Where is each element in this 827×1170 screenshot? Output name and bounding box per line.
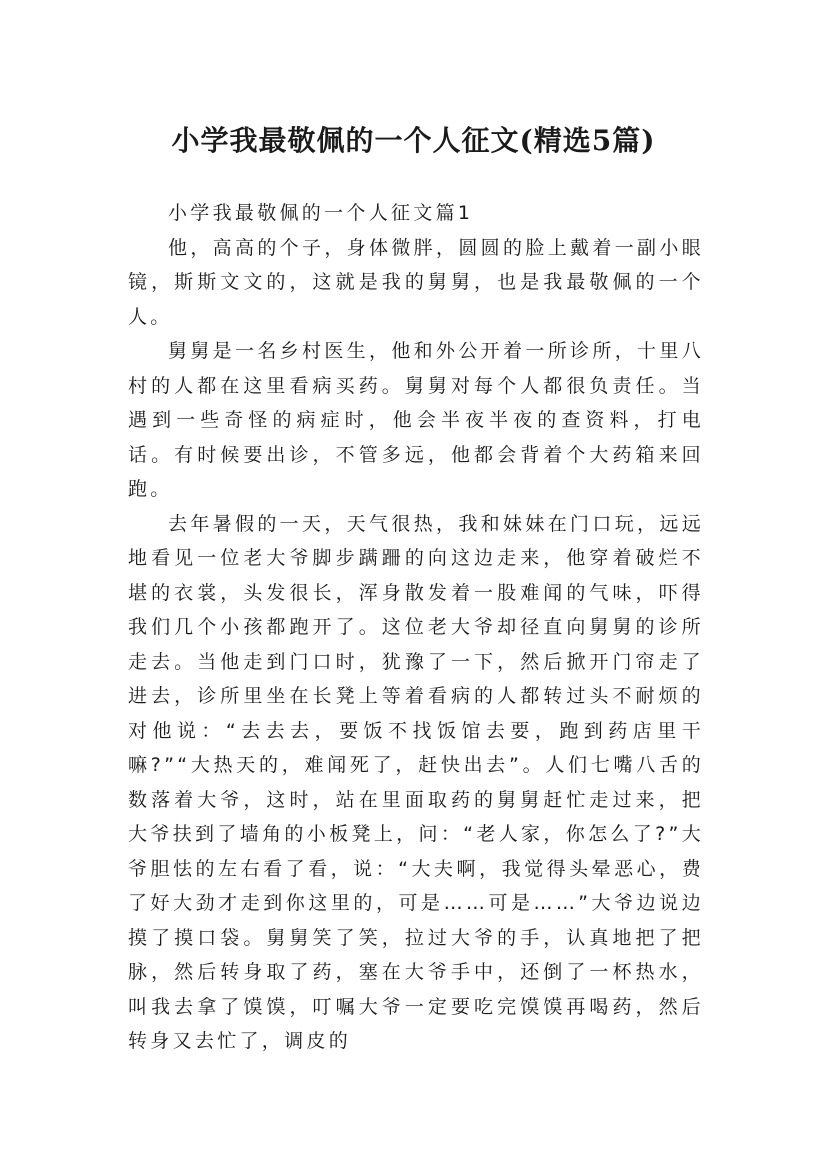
article-body xyxy=(128,196,704,1059)
paragraph-2: 舅舅是一名乡村医生，他和外公开着一所诊所，十里八村的人都在这里看病买药。舅舅对每个人都很负责任。当遇到一些奇怪的病症时，他会半夜半夜的查资料，打电话。有时候要出诊，不管多远，他都会背着个大药箱来回跑。 xyxy=(128,340,704,500)
document-title: 小学我最敬佩的一个人征文(精选5篇) xyxy=(171,123,656,157)
paragraph-1: 他，高高的个子，身体微胖，圆圆的脸上戴着一副小眼镜，斯斯文文的，这就是我的舅舅，也是我最敬佩的一个人。 xyxy=(128,236,704,328)
section-heading: 小学我最敬佩的一个人征文篇1 xyxy=(168,202,474,224)
paragraph-3: 去年暑假的一天，天气很热，我和妹妹在门口玩，远远地看见一位老大爷脚步蹒跚的向这边走来，他穿着破烂不堪的衣裳，头发很长，浑身散发着一股难闻的气味，吓得我们几个小孩都跑开了。这位老大爷却径直向舅舅的诊所走去。当他走到门口时，犹豫了一下，然后掀开门帘走了进去，诊所里坐在长凳上等着看病的人都转过头不耐烦的对他说：“去去去，要饭不找饭馆去要，跑到药店里干嘛?”“大热天的，难闻死了，赶快出去”。人们七嘴八舌的数落着大爷，这时，站在里面取药的舅舅赶忙走过来，把大爷扶到了墙角的小板凳上，问：“老人家，你怎么了?”大爷胆怯的左右看了看，说：“大夫啊，我觉得头晕恶心，费了好大劲才走到你这里的，可是……可是……”大爷边说边摸了摸口袋。舅舅笑了笑，拉过大爷的手，认真地把了把脉，然后转身取了药，塞在大爷手中，还倒了一杯热水，叫我去拿了馍馍，叮嘱大爷一定要吃完馍馍再喝药，然后转身又去忙了，调皮的 xyxy=(128,512,704,1052)
